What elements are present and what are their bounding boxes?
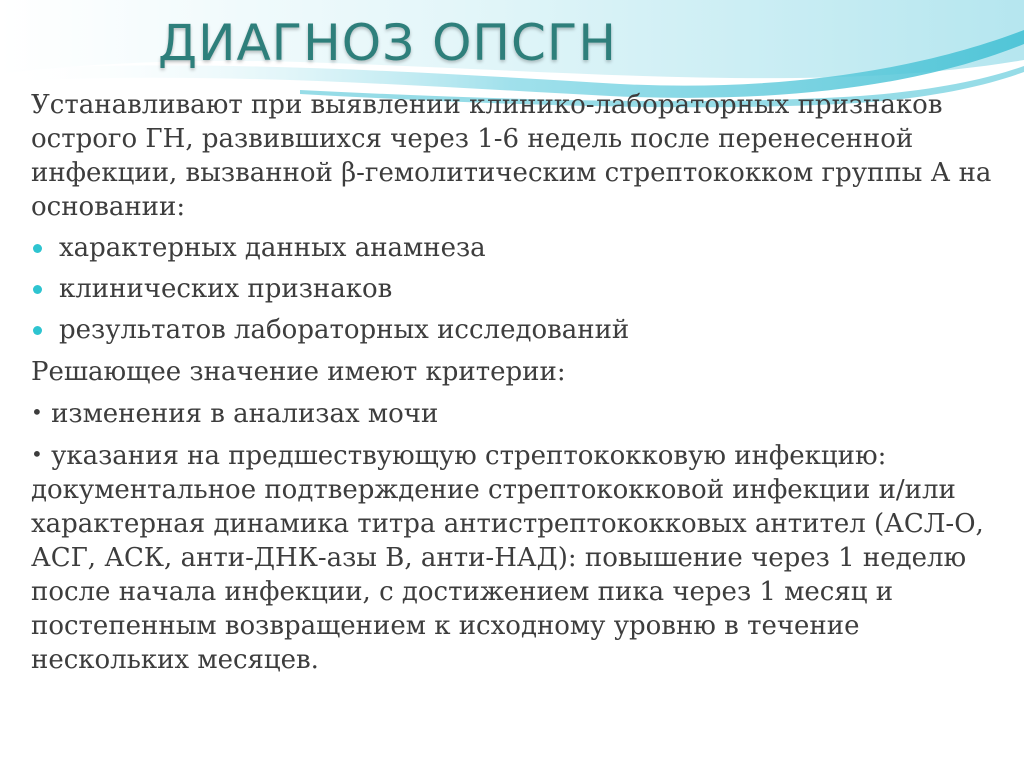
list-item-text: клинических признаков (59, 274, 393, 304)
list-item (31, 272, 1001, 306)
slide-title: ДИАГНОЗ ОПСГН (158, 14, 618, 72)
slide-body (31, 88, 1001, 677)
bullet-dot-icon (33, 244, 42, 253)
list-item (31, 231, 1001, 265)
list-item-text: характерных данных анамнеза (59, 233, 486, 263)
bullet-dot-icon (33, 285, 42, 294)
criteria-item (31, 395, 1001, 431)
criteria-item-text: указания на предшествующую стрептококковую инфекцию: документальное подтверждение стрептококковой инфекции и/или характерная динамика титра антистрептококковых антител (АСЛ-О, АСГ, АСК, анти-ДНК-азы В, анти-НАД): повышение через 1 неделю после начала инфекции, с достижением пика через 1 месяц и постепенным возвращением к исходному уровню в течение нескольких месяцев. (31, 441, 984, 675)
bullet-dot-icon (33, 326, 42, 335)
list-item-text: результатов лабораторных исследований (59, 315, 630, 345)
small-bullet-icon: • (31, 400, 43, 424)
intro-paragraph: Устанавливают при выявлении клинико-лабораторных признаков острого ГН, развившихся через 1-6 недель после перенесенной инфекции, вызванной β-гемолитическим стрептококком группы А на основании: (31, 90, 992, 222)
criteria-item (31, 437, 1001, 677)
criteria-item-text: изменения в анализах мочи (51, 399, 439, 429)
basis-list (31, 231, 1001, 347)
criteria-heading: Решающее значение имеют критерии: (31, 357, 566, 387)
small-bullet-icon: • (31, 442, 43, 466)
list-item (31, 313, 1001, 347)
